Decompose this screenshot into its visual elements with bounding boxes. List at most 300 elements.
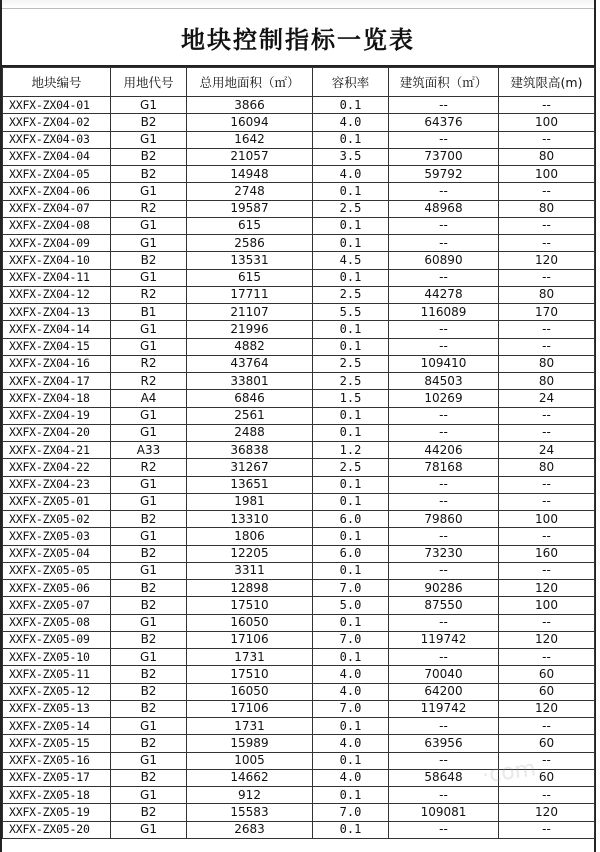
cell-building-area: -- [389, 649, 499, 666]
table-row [3, 442, 595, 459]
cell-total-land-area: 21107 [187, 304, 313, 321]
cell-building-area: 64376 [389, 114, 499, 131]
cell-building-area: 79860 [389, 511, 499, 528]
cell-height-limit: 80 [499, 200, 595, 217]
cell-parcel-id: XXFX-ZX04-21 [3, 442, 111, 459]
cell-building-area: 63956 [389, 735, 499, 752]
cell-total-land-area: 2586 [187, 235, 313, 252]
cell-land-use-code: R2 [111, 355, 187, 372]
cell-parcel-id: XXFX-ZX04-23 [3, 476, 111, 493]
cell-total-land-area: 1806 [187, 528, 313, 545]
cell-parcel-id: XXFX-ZX04-20 [3, 424, 111, 441]
cell-parcel-id: XXFX-ZX05-01 [3, 493, 111, 510]
table-row [3, 235, 595, 252]
cell-height-limit: -- [499, 217, 595, 234]
cell-land-use-code: G1 [111, 131, 187, 148]
cell-land-use-code: B2 [111, 545, 187, 562]
cell-parcel-id: XXFX-ZX04-09 [3, 235, 111, 252]
cell-total-land-area: 13651 [187, 476, 313, 493]
cell-parcel-id: XXFX-ZX04-15 [3, 338, 111, 355]
cell-parcel-id: XXFX-ZX05-05 [3, 562, 111, 579]
cell-height-limit: 120 [499, 580, 595, 597]
cell-parcel-id: XXFX-ZX05-19 [3, 804, 111, 821]
table-row [3, 631, 595, 648]
cell-total-land-area: 17711 [187, 286, 313, 303]
cell-floor-area-ratio: 7.0 [313, 700, 389, 717]
table-row [3, 666, 595, 683]
cell-building-area: 119742 [389, 631, 499, 648]
table-row [3, 304, 595, 321]
cell-total-land-area: 17510 [187, 597, 313, 614]
cell-floor-area-ratio: 7.0 [313, 631, 389, 648]
cell-height-limit: 80 [499, 286, 595, 303]
cell-parcel-id: XXFX-ZX04-02 [3, 114, 111, 131]
cell-parcel-id: XXFX-ZX05-12 [3, 683, 111, 700]
table-row [3, 321, 595, 338]
cell-building-area: -- [389, 562, 499, 579]
cell-land-use-code: R2 [111, 373, 187, 390]
cell-land-use-code: B2 [111, 580, 187, 597]
cell-total-land-area: 17106 [187, 631, 313, 648]
cell-building-area: 48968 [389, 200, 499, 217]
cell-parcel-id: XXFX-ZX05-17 [3, 769, 111, 786]
table-row [3, 407, 595, 424]
cell-parcel-id: XXFX-ZX05-06 [3, 580, 111, 597]
cell-building-area: -- [389, 217, 499, 234]
cell-land-use-code: G1 [111, 476, 187, 493]
cell-floor-area-ratio: 0.1 [313, 407, 389, 424]
cell-land-use-code: R2 [111, 286, 187, 303]
cell-floor-area-ratio: 0.1 [313, 183, 389, 200]
cell-floor-area-ratio: 0.1 [313, 787, 389, 804]
table-row [3, 649, 595, 666]
cell-parcel-id: XXFX-ZX05-08 [3, 614, 111, 631]
indicator-table [2, 67, 595, 839]
cell-total-land-area: 43764 [187, 355, 313, 372]
table-row [3, 390, 595, 407]
table-row [3, 700, 595, 717]
cell-building-area: 87550 [389, 597, 499, 614]
cell-building-area: -- [389, 476, 499, 493]
cell-total-land-area: 912 [187, 787, 313, 804]
cell-floor-area-ratio: 0.1 [313, 562, 389, 579]
cell-height-limit: -- [499, 493, 595, 510]
cell-building-area: -- [389, 269, 499, 286]
cell-height-limit: 100 [499, 597, 595, 614]
cell-height-limit: 120 [499, 700, 595, 717]
header-parcel-id: 地块编号 [3, 68, 111, 97]
cell-total-land-area: 33801 [187, 373, 313, 390]
cell-building-area: -- [389, 821, 499, 838]
cell-building-area: 64200 [389, 683, 499, 700]
cell-height-limit: -- [499, 528, 595, 545]
cell-building-area: 58648 [389, 769, 499, 786]
cell-building-area: -- [389, 752, 499, 769]
cell-floor-area-ratio: 0.1 [313, 476, 389, 493]
cell-height-limit: 60 [499, 666, 595, 683]
cell-floor-area-ratio: 2.5 [313, 200, 389, 217]
cell-parcel-id: XXFX-ZX05-14 [3, 718, 111, 735]
cell-floor-area-ratio: 0.1 [313, 752, 389, 769]
cell-floor-area-ratio: 2.5 [313, 286, 389, 303]
cell-height-limit: 60 [499, 735, 595, 752]
cell-total-land-area: 2561 [187, 407, 313, 424]
cell-parcel-id: XXFX-ZX04-14 [3, 321, 111, 338]
cell-height-limit: 24 [499, 390, 595, 407]
table-row [3, 735, 595, 752]
table-row [3, 373, 595, 390]
cell-total-land-area: 2488 [187, 424, 313, 441]
cell-land-use-code: G1 [111, 97, 187, 114]
cell-land-use-code: B2 [111, 666, 187, 683]
cell-floor-area-ratio: 0.1 [313, 269, 389, 286]
header-row [3, 68, 595, 97]
cell-floor-area-ratio: 0.1 [313, 493, 389, 510]
cell-floor-area-ratio: 0.1 [313, 217, 389, 234]
table-row [3, 200, 595, 217]
table-row [3, 476, 595, 493]
cell-land-use-code: G1 [111, 407, 187, 424]
cell-building-area: 10269 [389, 390, 499, 407]
table-row [3, 252, 595, 269]
cell-land-use-code: G1 [111, 718, 187, 735]
cell-parcel-id: XXFX-ZX05-03 [3, 528, 111, 545]
table-row [3, 459, 595, 476]
cell-parcel-id: XXFX-ZX04-06 [3, 183, 111, 200]
table-row [3, 752, 595, 769]
cell-floor-area-ratio: 0.1 [313, 131, 389, 148]
cell-land-use-code: G1 [111, 217, 187, 234]
cell-total-land-area: 13531 [187, 252, 313, 269]
cell-parcel-id: XXFX-ZX04-22 [3, 459, 111, 476]
table-row [3, 769, 595, 786]
cell-parcel-id: XXFX-ZX04-07 [3, 200, 111, 217]
cell-parcel-id: XXFX-ZX05-02 [3, 511, 111, 528]
table-title: 地块控制指标一览表 [181, 25, 415, 54]
cell-floor-area-ratio: 5.0 [313, 597, 389, 614]
top-strip [2, 0, 594, 9]
cell-parcel-id: XXFX-ZX05-15 [3, 735, 111, 752]
cell-land-use-code: G1 [111, 321, 187, 338]
cell-land-use-code: G1 [111, 787, 187, 804]
cell-height-limit: 160 [499, 545, 595, 562]
cell-total-land-area: 19587 [187, 200, 313, 217]
cell-parcel-id: XXFX-ZX04-19 [3, 407, 111, 424]
table-row [3, 683, 595, 700]
cell-building-area: -- [389, 235, 499, 252]
header-floor-area-ratio: 容积率 [313, 68, 389, 97]
cell-building-area: 78168 [389, 459, 499, 476]
cell-building-area: 44278 [389, 286, 499, 303]
cell-building-area: 109081 [389, 804, 499, 821]
cell-land-use-code: G1 [111, 614, 187, 631]
cell-parcel-id: XXFX-ZX04-10 [3, 252, 111, 269]
cell-floor-area-ratio: 4.0 [313, 114, 389, 131]
cell-total-land-area: 1981 [187, 493, 313, 510]
cell-land-use-code: B2 [111, 735, 187, 752]
table-row [3, 787, 595, 804]
cell-height-limit: -- [499, 718, 595, 735]
cell-height-limit: 80 [499, 148, 595, 165]
cell-land-use-code: A4 [111, 390, 187, 407]
cell-land-use-code: G1 [111, 493, 187, 510]
cell-building-area: 116089 [389, 304, 499, 321]
table-row [3, 580, 595, 597]
cell-total-land-area: 1005 [187, 752, 313, 769]
cell-height-limit: -- [499, 131, 595, 148]
cell-height-limit: -- [499, 562, 595, 579]
cell-building-area: 60890 [389, 252, 499, 269]
cell-height-limit: -- [499, 614, 595, 631]
table-row [3, 148, 595, 165]
cell-total-land-area: 31267 [187, 459, 313, 476]
cell-land-use-code: G1 [111, 235, 187, 252]
cell-parcel-id: XXFX-ZX04-17 [3, 373, 111, 390]
cell-total-land-area: 17106 [187, 700, 313, 717]
cell-total-land-area: 15583 [187, 804, 313, 821]
cell-height-limit: -- [499, 424, 595, 441]
cell-height-limit: -- [499, 235, 595, 252]
cell-floor-area-ratio: 7.0 [313, 804, 389, 821]
cell-floor-area-ratio: 4.0 [313, 769, 389, 786]
cell-floor-area-ratio: 4.5 [313, 252, 389, 269]
cell-land-use-code: G1 [111, 528, 187, 545]
cell-total-land-area: 3311 [187, 562, 313, 579]
cell-parcel-id: XXFX-ZX04-03 [3, 131, 111, 148]
cell-floor-area-ratio: 0.1 [313, 97, 389, 114]
cell-land-use-code: B2 [111, 804, 187, 821]
cell-floor-area-ratio: 0.1 [313, 821, 389, 838]
cell-floor-area-ratio: 1.2 [313, 442, 389, 459]
watermark: ·com [480, 756, 538, 789]
cell-parcel-id: XXFX-ZX05-09 [3, 631, 111, 648]
cell-floor-area-ratio: 7.0 [313, 580, 389, 597]
cell-building-area: -- [389, 338, 499, 355]
table-row [3, 718, 595, 735]
cell-parcel-id: XXFX-ZX05-18 [3, 787, 111, 804]
table-body [3, 97, 595, 839]
cell-parcel-id: XXFX-ZX04-18 [3, 390, 111, 407]
table-row [3, 424, 595, 441]
cell-floor-area-ratio: 2.5 [313, 373, 389, 390]
cell-building-area: 109410 [389, 355, 499, 372]
cell-building-area: -- [389, 787, 499, 804]
cell-total-land-area: 615 [187, 269, 313, 286]
cell-height-limit: -- [499, 269, 595, 286]
cell-floor-area-ratio: 5.5 [313, 304, 389, 321]
cell-land-use-code: B2 [111, 769, 187, 786]
cell-total-land-area: 4882 [187, 338, 313, 355]
cell-height-limit: 100 [499, 166, 595, 183]
cell-building-area: 84503 [389, 373, 499, 390]
cell-floor-area-ratio: 2.5 [313, 355, 389, 372]
cell-floor-area-ratio: 0.1 [313, 235, 389, 252]
table-row [3, 511, 595, 528]
table-row [3, 338, 595, 355]
cell-floor-area-ratio: 0.1 [313, 614, 389, 631]
cell-parcel-id: XXFX-ZX05-04 [3, 545, 111, 562]
cell-land-use-code: B2 [111, 166, 187, 183]
cell-height-limit: 100 [499, 114, 595, 131]
cell-total-land-area: 3866 [187, 97, 313, 114]
table-row [3, 131, 595, 148]
cell-total-land-area: 21057 [187, 148, 313, 165]
cell-land-use-code: B2 [111, 683, 187, 700]
cell-height-limit: 80 [499, 373, 595, 390]
cell-height-limit: 120 [499, 631, 595, 648]
table-row [3, 821, 595, 838]
cell-floor-area-ratio: 4.0 [313, 166, 389, 183]
cell-height-limit: -- [499, 183, 595, 200]
cell-floor-area-ratio: 6.0 [313, 545, 389, 562]
cell-building-area: -- [389, 97, 499, 114]
header-total-land-area: 总用地面积（㎡） [187, 68, 313, 97]
cell-building-area: 44206 [389, 442, 499, 459]
cell-parcel-id: XXFX-ZX04-08 [3, 217, 111, 234]
cell-total-land-area: 16050 [187, 683, 313, 700]
cell-parcel-id: XXFX-ZX05-16 [3, 752, 111, 769]
cell-land-use-code: G1 [111, 183, 187, 200]
cell-building-area: -- [389, 183, 499, 200]
cell-floor-area-ratio: 1.5 [313, 390, 389, 407]
cell-height-limit: 60 [499, 683, 595, 700]
cell-floor-area-ratio: 0.1 [313, 338, 389, 355]
table-row [3, 528, 595, 545]
cell-total-land-area: 14662 [187, 769, 313, 786]
cell-building-area: 119742 [389, 700, 499, 717]
cell-total-land-area: 12898 [187, 580, 313, 597]
cell-height-limit: 120 [499, 252, 595, 269]
cell-height-limit: -- [499, 338, 595, 355]
cell-parcel-id: XXFX-ZX05-13 [3, 700, 111, 717]
table-row [3, 562, 595, 579]
table-row [3, 166, 595, 183]
cell-total-land-area: 16094 [187, 114, 313, 131]
cell-parcel-id: XXFX-ZX05-20 [3, 821, 111, 838]
cell-floor-area-ratio: 4.0 [313, 735, 389, 752]
cell-height-limit: -- [499, 97, 595, 114]
cell-building-area: -- [389, 493, 499, 510]
cell-land-use-code: G1 [111, 562, 187, 579]
table-row [3, 804, 595, 821]
cell-floor-area-ratio: 6.0 [313, 511, 389, 528]
cell-floor-area-ratio: 3.5 [313, 148, 389, 165]
table-row [3, 114, 595, 131]
cell-height-limit: 24 [499, 442, 595, 459]
cell-building-area: 73230 [389, 545, 499, 562]
cell-height-limit: 100 [499, 511, 595, 528]
cell-parcel-id: XXFX-ZX04-01 [3, 97, 111, 114]
cell-building-area: -- [389, 131, 499, 148]
cell-land-use-code: B2 [111, 700, 187, 717]
cell-parcel-id: XXFX-ZX04-04 [3, 148, 111, 165]
table-row [3, 183, 595, 200]
cell-land-use-code: G1 [111, 338, 187, 355]
cell-height-limit: -- [499, 476, 595, 493]
cell-land-use-code: B2 [111, 114, 187, 131]
cell-floor-area-ratio: 0.1 [313, 718, 389, 735]
cell-building-area: 73700 [389, 148, 499, 165]
cell-total-land-area: 2748 [187, 183, 313, 200]
cell-building-area: 70040 [389, 666, 499, 683]
cell-total-land-area: 615 [187, 217, 313, 234]
table-row [3, 493, 595, 510]
cell-total-land-area: 1642 [187, 131, 313, 148]
cell-height-limit: -- [499, 752, 595, 769]
cell-parcel-id: XXFX-ZX05-07 [3, 597, 111, 614]
cell-floor-area-ratio: 4.0 [313, 683, 389, 700]
cell-floor-area-ratio: 0.1 [313, 321, 389, 338]
cell-total-land-area: 36838 [187, 442, 313, 459]
cell-height-limit: 120 [499, 804, 595, 821]
cell-total-land-area: 17510 [187, 666, 313, 683]
cell-total-land-area: 12205 [187, 545, 313, 562]
cell-land-use-code: R2 [111, 200, 187, 217]
cell-floor-area-ratio: 0.1 [313, 528, 389, 545]
cell-total-land-area: 1731 [187, 718, 313, 735]
cell-land-use-code: B2 [111, 252, 187, 269]
cell-height-limit: 80 [499, 459, 595, 476]
cell-height-limit: -- [499, 321, 595, 338]
cell-land-use-code: B2 [111, 148, 187, 165]
cell-total-land-area: 6846 [187, 390, 313, 407]
header-height-limit: 建筑限高(m) [499, 68, 595, 97]
header-land-use-code: 用地代号 [111, 68, 187, 97]
cell-height-limit: -- [499, 649, 595, 666]
table-row [3, 269, 595, 286]
cell-building-area: -- [389, 614, 499, 631]
cell-building-area: 90286 [389, 580, 499, 597]
table-row [3, 286, 595, 303]
cell-land-use-code: B2 [111, 511, 187, 528]
cell-building-area: -- [389, 407, 499, 424]
cell-land-use-code: G1 [111, 424, 187, 441]
cell-parcel-id: XXFX-ZX04-11 [3, 269, 111, 286]
cell-parcel-id: XXFX-ZX04-16 [3, 355, 111, 372]
cell-height-limit: 170 [499, 304, 595, 321]
cell-total-land-area: 2683 [187, 821, 313, 838]
cell-building-area: -- [389, 321, 499, 338]
cell-parcel-id: XXFX-ZX04-13 [3, 304, 111, 321]
cell-land-use-code: G1 [111, 649, 187, 666]
cell-floor-area-ratio: 4.0 [313, 666, 389, 683]
cell-floor-area-ratio: 0.1 [313, 424, 389, 441]
table-row [3, 355, 595, 372]
cell-parcel-id: XXFX-ZX04-05 [3, 166, 111, 183]
cell-building-area: -- [389, 718, 499, 735]
cell-total-land-area: 21996 [187, 321, 313, 338]
cell-parcel-id: XXFX-ZX04-12 [3, 286, 111, 303]
header-building-area: 建筑面积（㎡） [389, 68, 499, 97]
cell-land-use-code: G1 [111, 752, 187, 769]
cell-building-area: -- [389, 528, 499, 545]
title-box [2, 9, 594, 67]
cell-building-area: 59792 [389, 166, 499, 183]
table-row [3, 614, 595, 631]
cell-height-limit: 80 [499, 355, 595, 372]
cell-land-use-code: A33 [111, 442, 187, 459]
table-row [3, 97, 595, 114]
cell-height-limit: -- [499, 787, 595, 804]
cell-total-land-area: 14948 [187, 166, 313, 183]
cell-parcel-id: XXFX-ZX05-10 [3, 649, 111, 666]
cell-parcel-id: XXFX-ZX05-11 [3, 666, 111, 683]
cell-height-limit: -- [499, 821, 595, 838]
cell-building-area: -- [389, 424, 499, 441]
cell-land-use-code: R2 [111, 459, 187, 476]
cell-land-use-code: B2 [111, 597, 187, 614]
cell-total-land-area: 16050 [187, 614, 313, 631]
